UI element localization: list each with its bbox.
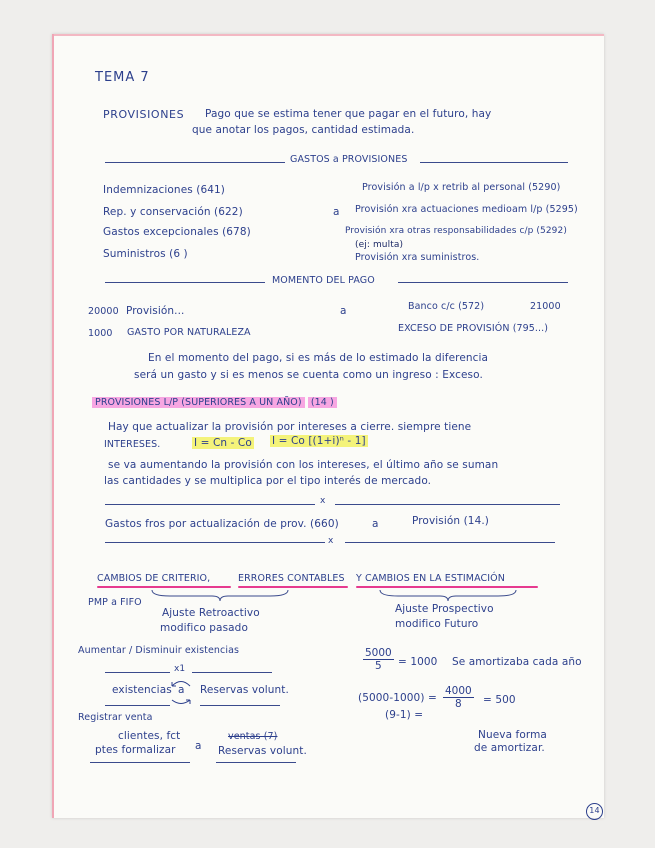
nueva-forma-line1: Nueva forma	[478, 729, 547, 741]
ajuste-prospectivo: Ajuste Prospectivo	[395, 603, 494, 615]
brace-left	[150, 588, 290, 602]
formula-simple	[192, 437, 254, 449]
note-line: En el momento del pago, si es más de lo estimado la diferencia	[148, 352, 489, 364]
divider-line	[345, 542, 555, 543]
divider-line	[105, 162, 285, 163]
calc-result: = 1000	[398, 656, 438, 668]
entry-amount: 1000	[88, 328, 113, 339]
gasto-item: Indemnizaciones (641)	[103, 184, 225, 196]
lp-line: Hay que actualizar la provisión por intereses a cierre. siempre tiene	[108, 421, 472, 433]
divider-line	[216, 762, 296, 763]
fraction-denominator: 5	[375, 660, 382, 672]
brace-right	[378, 588, 518, 602]
formula-compound	[270, 435, 368, 447]
clientes-account-line1: clientes, fct	[118, 730, 181, 742]
fraction-denominator: 8	[455, 698, 462, 710]
lp-line: se va aumentando la provisión con los intereses, el último año se suman	[108, 459, 499, 471]
entry-connector: a	[340, 305, 347, 317]
aumentar-label: Aumentar / Disminuir existencias	[78, 645, 240, 656]
gasto-item: Suministros (6 )	[103, 248, 188, 260]
divider-line	[105, 282, 265, 283]
provision-example-note: (ej: multa)	[355, 240, 404, 250]
divider-line	[200, 705, 280, 706]
provision-item: Provisión xra suministros.	[355, 252, 480, 263]
modifico-pasado: modifico pasado	[160, 622, 248, 634]
existencias-connector: a	[178, 684, 185, 696]
divider-line	[105, 705, 170, 706]
fraction-numerator: 4000	[445, 685, 472, 697]
provision-item: Provisión xra actuaciones medioam l/p (5295)	[355, 204, 578, 215]
page-number: 14	[589, 806, 600, 815]
formula-simple-text: I = Cn - Co	[194, 437, 252, 449]
top-margin-line	[52, 34, 604, 36]
calc-expression: (9-1) =	[385, 709, 424, 721]
formula-compound-text: I = Co [(1+i)ⁿ - 1]	[272, 435, 366, 447]
nueva-forma-line2: de amortizar.	[474, 742, 545, 754]
cambios-heading-part3: Y CAMBIOS EN LA ESTIMACIÓN	[356, 573, 505, 584]
divider-mark: x	[328, 536, 334, 546]
provision-item: Provisión xra otras responsabilidades c/p (5292)	[345, 226, 567, 236]
page-number-circle	[586, 803, 603, 820]
provisiones-lp-heading-text: PROVISIONES L/P (SUPERIORES A UN AÑO)	[92, 397, 305, 408]
fraction-4000-8	[443, 685, 474, 710]
clientes-connector: a	[195, 740, 202, 752]
divider-line	[105, 672, 170, 673]
lp-line: las cantidades y se multiplica por el tipo interés de mercado.	[104, 475, 432, 487]
divider-line	[90, 762, 190, 763]
reservas-account: Reservas volunt.	[218, 745, 307, 757]
divider-line	[105, 542, 325, 543]
momento-del-pago-label: MOMENTO DEL PAGO	[272, 275, 375, 286]
cambios-heading-part1: CAMBIOS DE CRITERIO,	[97, 573, 211, 584]
provisiones-definition-line2: que anotar los pagos, cantidad estimada.	[192, 124, 415, 136]
provision-item: Provisión a l/p x retrib al personal (5290)	[362, 182, 561, 193]
provisiones-definition-line1: Pago que se estima tener que pagar en el futuro, hay	[205, 108, 492, 120]
cambios-heading-part2: ERRORES CONTABLES	[238, 573, 345, 584]
entry-account: Gastos fros por actualización de prov. (660)	[105, 518, 339, 530]
provisiones-lp-code: (14 )	[308, 397, 337, 408]
reservas-account: Reservas volunt.	[200, 684, 289, 696]
registrar-venta-label: Registrar venta	[78, 712, 153, 723]
divider-line	[335, 504, 560, 505]
page-title: TEMA 7	[95, 70, 150, 85]
calc-note: Se amortizaba cada año	[452, 656, 582, 668]
ventas-struck-account: ventas (7)	[228, 731, 278, 742]
divider-line	[105, 504, 315, 505]
left-margin-line	[52, 34, 54, 818]
entry-amount: 21000	[530, 301, 561, 312]
divider-mark: x	[320, 496, 326, 506]
entry-connector: a	[372, 518, 379, 530]
entry-account: Banco c/c (572)	[408, 301, 485, 312]
note-line: será un gasto y si es menos se cuenta como un ingreso : Exceso.	[134, 369, 483, 381]
ajuste-retroactivo: Ajuste Retroactivo	[162, 607, 260, 619]
divider-line	[420, 162, 568, 163]
clientes-account-line2: ptes formalizar	[95, 744, 176, 756]
entry-account: EXCESO DE PROVISIÓN (795...)	[398, 323, 549, 334]
entry-amount: 20000	[88, 306, 119, 317]
x1-mark: x1	[174, 664, 186, 674]
lp-intereses-label: INTERESES.	[104, 439, 161, 450]
calc-expression: (5000-1000) =	[358, 692, 437, 704]
gasto-item: Gastos excepcionales (678)	[103, 226, 251, 238]
modifico-futuro: modifico Futuro	[395, 618, 479, 630]
entry-account: GASTO POR NATURALEZA	[127, 327, 251, 338]
gastos-a-provisiones-label: GASTOS a PROVISIONES	[290, 154, 408, 165]
entry-account: Provisión (14.)	[412, 515, 489, 527]
entry-account: Provisión...	[126, 305, 185, 317]
pmp-fifo-label: PMP a FIFO	[88, 597, 142, 608]
fraction-numerator: 5000	[365, 647, 392, 659]
calc-result: = 500	[483, 694, 516, 706]
fraction-5000-5	[363, 647, 394, 672]
entry-connector: a	[333, 206, 340, 218]
provisiones-lp-heading	[92, 397, 337, 408]
divider-line	[398, 282, 568, 283]
gasto-item: Rep. y conservación (622)	[103, 206, 243, 218]
existencias-account: existencias	[112, 684, 172, 696]
provisiones-heading: PROVISIONES	[103, 108, 185, 121]
divider-line	[192, 672, 272, 673]
